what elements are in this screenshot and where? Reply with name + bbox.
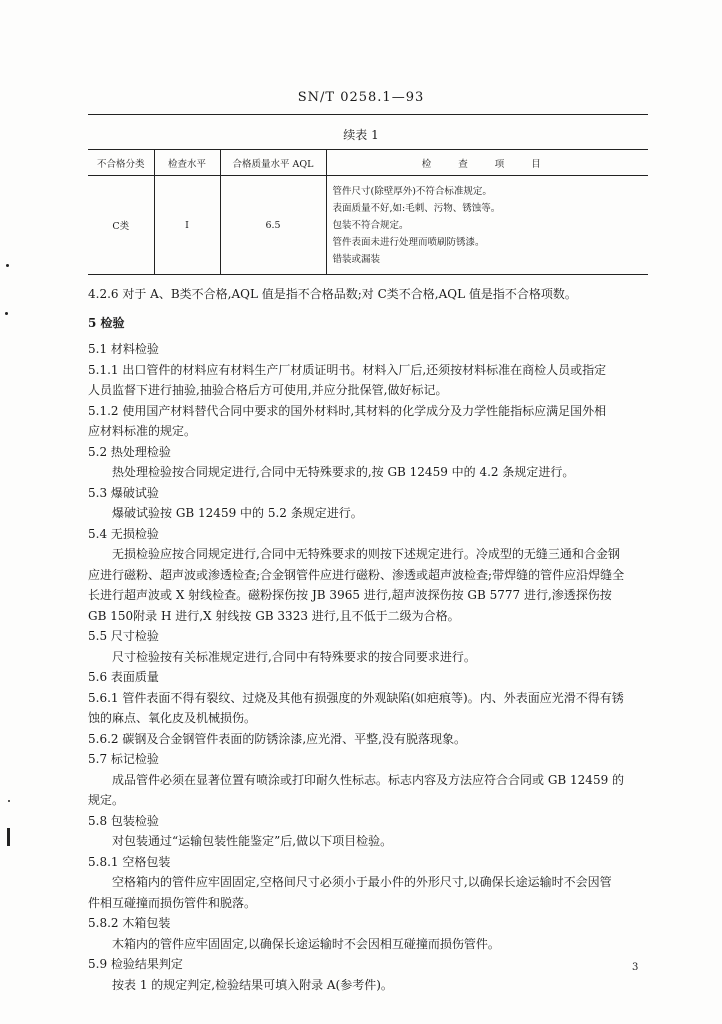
scan-speck <box>6 264 9 267</box>
header-aql: 合格质量水平 AQL <box>220 150 326 176</box>
heading-5-1: 5.1 材料检验 <box>88 342 159 356</box>
cell-items <box>326 176 648 275</box>
header-items: 检 查 项 目 <box>326 150 648 176</box>
paragraph-5-1-2: 5.1.2 使用国产材料替代合同中要求的国外材料时,其材料的化学成分及力学性能指标应满足国外相 <box>88 403 607 418</box>
item-line: 表面质量不好,如:毛刺、污物、锈蚀等。 <box>332 202 501 214</box>
paragraph-4-2-6: 4.2.6 对于 A、B类不合格,AQL 值是指不合格品数;对 C类不合格,AQL 值是指不合格项数。 <box>88 287 577 301</box>
paragraph-5-8-2: 木箱内的管件应牢固固定,以确保长途运输时不会因相互碰撞而损伤管件。 <box>112 936 500 951</box>
scan-mark <box>7 828 10 846</box>
table-title: 续表 1 <box>343 128 379 142</box>
paragraph-5-4-cont: 长进行超声波或 X 射线检查。磁粉探伤按 JB 3965 进行,超声波探伤按 GB 5777 进行,渗透探伤按 <box>88 588 612 602</box>
header-rule <box>88 114 648 115</box>
paragraph-5-8-1-cont: 件相互碰撞而损伤管件和脱落。 <box>88 895 257 910</box>
page-number: 3 <box>632 962 639 973</box>
cell-aql: 6.5 <box>220 176 326 275</box>
scan-speck <box>5 312 8 315</box>
paragraph-5-1-1: 5.1.1 出口管件的材料应有材料生产厂材质证明书。材料入厂后,还须按材料标准在商检人员或指定 <box>88 362 607 377</box>
item-line: 错装或漏装 <box>332 253 381 265</box>
heading-5-3: 5.3 爆破试验 <box>88 485 159 500</box>
paragraph-5-6-1: 5.6.1 管件表面不得有裂纹、过烧及其他有损强度的外观缺陷(如疤痕等)。内、外表面应光滑不得有锈 <box>88 690 624 705</box>
heading-5-8: 5.8 包装检验 <box>88 813 159 828</box>
paragraph-5-2: 热处理检验按合同规定进行,合同中无特殊要求的,按 GB 12459 中的 4.2 条规定进行。 <box>112 465 575 479</box>
cell-category: C类 <box>88 176 154 275</box>
inspection-table <box>88 149 648 275</box>
paragraph-5-7: 成品管件必须在显著位置有喷涂或打印耐久性标志。标志内容及方法应符合合同或 GB 12459 的 <box>112 772 625 787</box>
item-line: 包装不符合规定。 <box>332 219 409 231</box>
heading-5-8-1: 5.8.1 空格包装 <box>88 854 171 869</box>
paragraph-5-6-2: 5.6.2 碳钢及合金钢管件表面的防锈涂漆,应光滑、平整,没有脱落现象。 <box>88 731 466 746</box>
item-line: 管件表面未进行处理而喷刷防锈漆。 <box>332 236 485 248</box>
paragraph-5-6-1-cont: 蚀的麻点、氧化皮及机械损伤。 <box>88 711 257 725</box>
paragraph-5-1-1-cont: 人员监督下进行抽验,抽验合格后方可使用,并应分批保管,做好标记。 <box>88 383 448 397</box>
heading-5-4: 5.4 无损检验 <box>88 526 159 541</box>
heading-5-9: 5.9 检验结果判定 <box>88 957 183 971</box>
section-heading-5: 5 检验 <box>88 315 125 330</box>
paragraph-5-1-2-cont: 应材料标准的规定。 <box>88 424 197 438</box>
heading-5-6: 5.6 表面质量 <box>88 670 159 684</box>
table-header-row <box>88 150 648 176</box>
paragraph-5-8: 对包装通过“运输包装性能鉴定”后,做以下项目检验。 <box>112 834 393 848</box>
table-row <box>88 176 648 275</box>
heading-5-7: 5.7 标记检验 <box>88 752 159 766</box>
cell-level: Ⅰ <box>154 176 220 275</box>
header-level: 检查水平 <box>154 150 220 176</box>
item-line: 管件尺寸(除壁厚外)不符合标准规定。 <box>332 185 492 197</box>
paragraph-5-4: 无损检验应按合同规定进行,合同中无特殊要求的则按下述规定进行。冷成型的无缝三通和合金钢 <box>112 547 620 561</box>
scan-speck <box>8 800 10 802</box>
heading-5-2: 5.2 热处理检验 <box>88 444 171 459</box>
document-body <box>88 284 650 995</box>
paragraph-5-7-cont: 规定。 <box>88 793 125 807</box>
paragraph-5-8-1: 空格箱内的管件应牢固固定,空格间尺寸必须小于最小件的外形尺寸,以确保长途运输时不会因管 <box>112 875 612 889</box>
heading-5-8-2: 5.8.2 木箱包装 <box>88 916 171 930</box>
header-category: 不合格分类 <box>88 150 154 176</box>
paragraph-5-5: 尺寸检验按有关标准规定进行,合同中有特殊要求的按合同要求进行。 <box>112 649 476 664</box>
heading-5-5: 5.5 尺寸检验 <box>88 629 159 643</box>
paragraph-5-4-cont: 应进行磁粉、超声波或渗透检查;合金钢管件应进行磁粉、渗透或超声波检查;带焊缝的管件应沿焊缝全 <box>88 567 625 582</box>
paragraph-5-4-cont: GB 150附录 H 进行,X 射线按 GB 3323 进行,且不低于二级为合格。 <box>88 608 460 623</box>
standard-code-header: SN/T 0258.1—93 <box>297 90 425 105</box>
paragraph-5-9: 按表 1 的规定判定,检验结果可填入附录 A(参考件)。 <box>112 977 393 992</box>
paragraph-5-3: 爆破试验按 GB 12459 中的 5.2 条规定进行。 <box>112 506 363 520</box>
